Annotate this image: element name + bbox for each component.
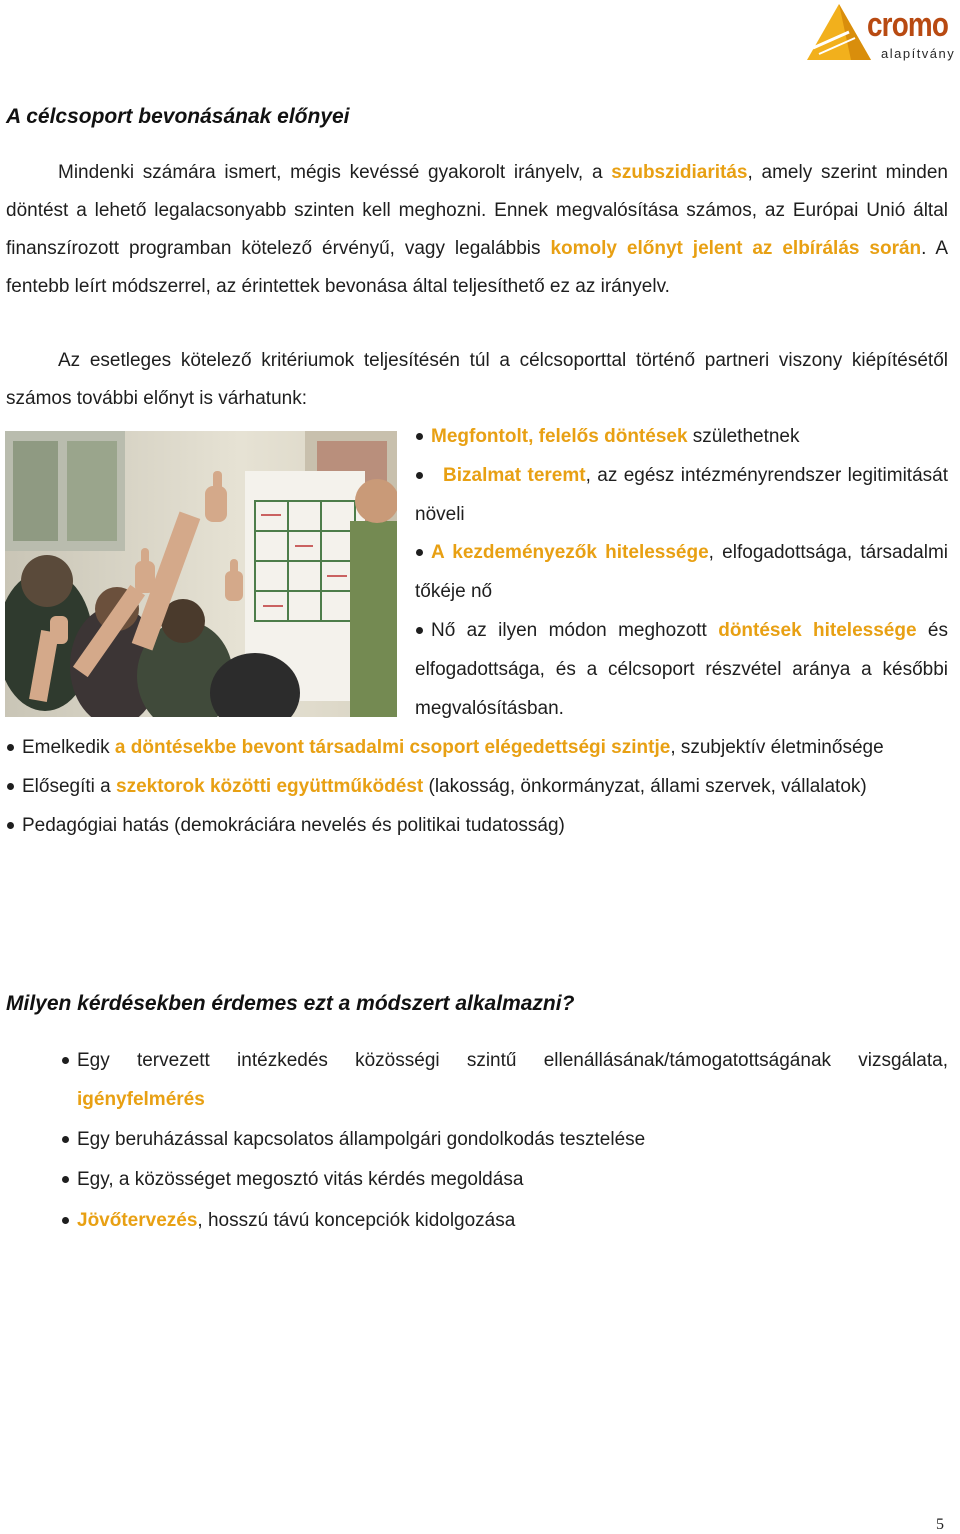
list-item: Nő az ilyen módon meghozott döntések hitelessége és elfogadottsága, és a célcsoport részvétel aránya a későbbi megvalósításban. <box>415 619 948 719</box>
photo-thumbs-up-workshop <box>5 431 397 717</box>
list-item: Elősegíti a szektorok közötti együttműködést (lakosság, önkormányzat, állami szervek, vállalatok) <box>6 768 948 807</box>
logo-name: cromo <box>867 6 949 44</box>
list-item: Emelkedik a döntésekbe bevont társadalmi csoport elégedettségi szintje, szubjektív életminősége <box>6 729 948 768</box>
list-item: Jövőtervezés, hosszú távú koncepciók kidolgozása <box>62 1202 948 1241</box>
list-item: Egy beruházással kapcsolatos állampolgári gondolkodás tesztelése <box>62 1121 948 1160</box>
questions-list <box>62 1042 948 1242</box>
bullet-icon <box>62 1057 69 1064</box>
highlight-subsidiarity: szubszidiaritás <box>611 162 748 183</box>
bullet-icon <box>416 433 423 440</box>
logo-subtitle: alapítvány <box>881 46 956 61</box>
section-title-advantages: A célcsoport bevonásának előnyei <box>6 105 350 128</box>
paragraph-subsidiarity: Mindenki számára ismert, mégis kevéssé gyakorolt irányelv, a szubszidiaritás, amely szerint minden döntést a lehető legalacsonyabb szinten kell meghozni. Ennek megvalósítása számos, az Európai Unió által finanszírozott programban kötelező érvényű, vagy legalábbis komoly előnyt jelent az elbírálás során. A fentebb leírt módszerrel, az érintettek bevonása által teljesíthető ez az irányelv. <box>6 162 948 297</box>
bullet-icon <box>416 627 423 634</box>
section-title-questions: Milyen kérdésekben érdemes ezt a módszert alkalmazni? <box>6 992 575 1015</box>
cromo-logo <box>805 2 957 64</box>
list-item: Egy tervezett intézkedés közösségi szintű ellenállásának/támogatottságának vizsgálata, igényfelmérés <box>62 1042 948 1120</box>
benefits-list-right <box>415 418 948 728</box>
list-item: A kezdeményezők hitelessége, elfogadottsága, társadalmi tőkéje nő <box>415 542 948 603</box>
benefits-list-full <box>6 729 948 845</box>
paragraph-benefits-intro: Az esetleges kötelező kritériumok teljesítésén túl a célcsoporttal történő partneri viszony kiépítésétől számos további előnyt is várhatunk: <box>6 350 948 409</box>
bullet-icon <box>7 822 14 829</box>
bullet-icon <box>7 783 14 790</box>
list-item: Pedagógiai hatás (demokráciára nevelés és politikai tudatosság) <box>6 807 948 846</box>
highlight-advantage: komoly előnyt jelent az elbírálás során <box>550 238 922 259</box>
list-item: Bizalmat teremt, az egész intézményrendszer legitimitását növeli <box>415 464 948 525</box>
bullet-icon <box>62 1176 69 1183</box>
logo-triangle-icon <box>805 2 875 64</box>
bullet-icon <box>7 744 14 751</box>
list-item: Egy, a közösséget megosztó vitás kérdés megoldása <box>62 1161 948 1200</box>
page-number: 5 <box>936 1516 944 1533</box>
bullet-icon <box>62 1217 69 1224</box>
list-item: Megfontolt, felelős döntések születhetnek <box>415 418 948 457</box>
bullet-icon <box>416 472 423 479</box>
bullet-icon <box>62 1136 69 1143</box>
